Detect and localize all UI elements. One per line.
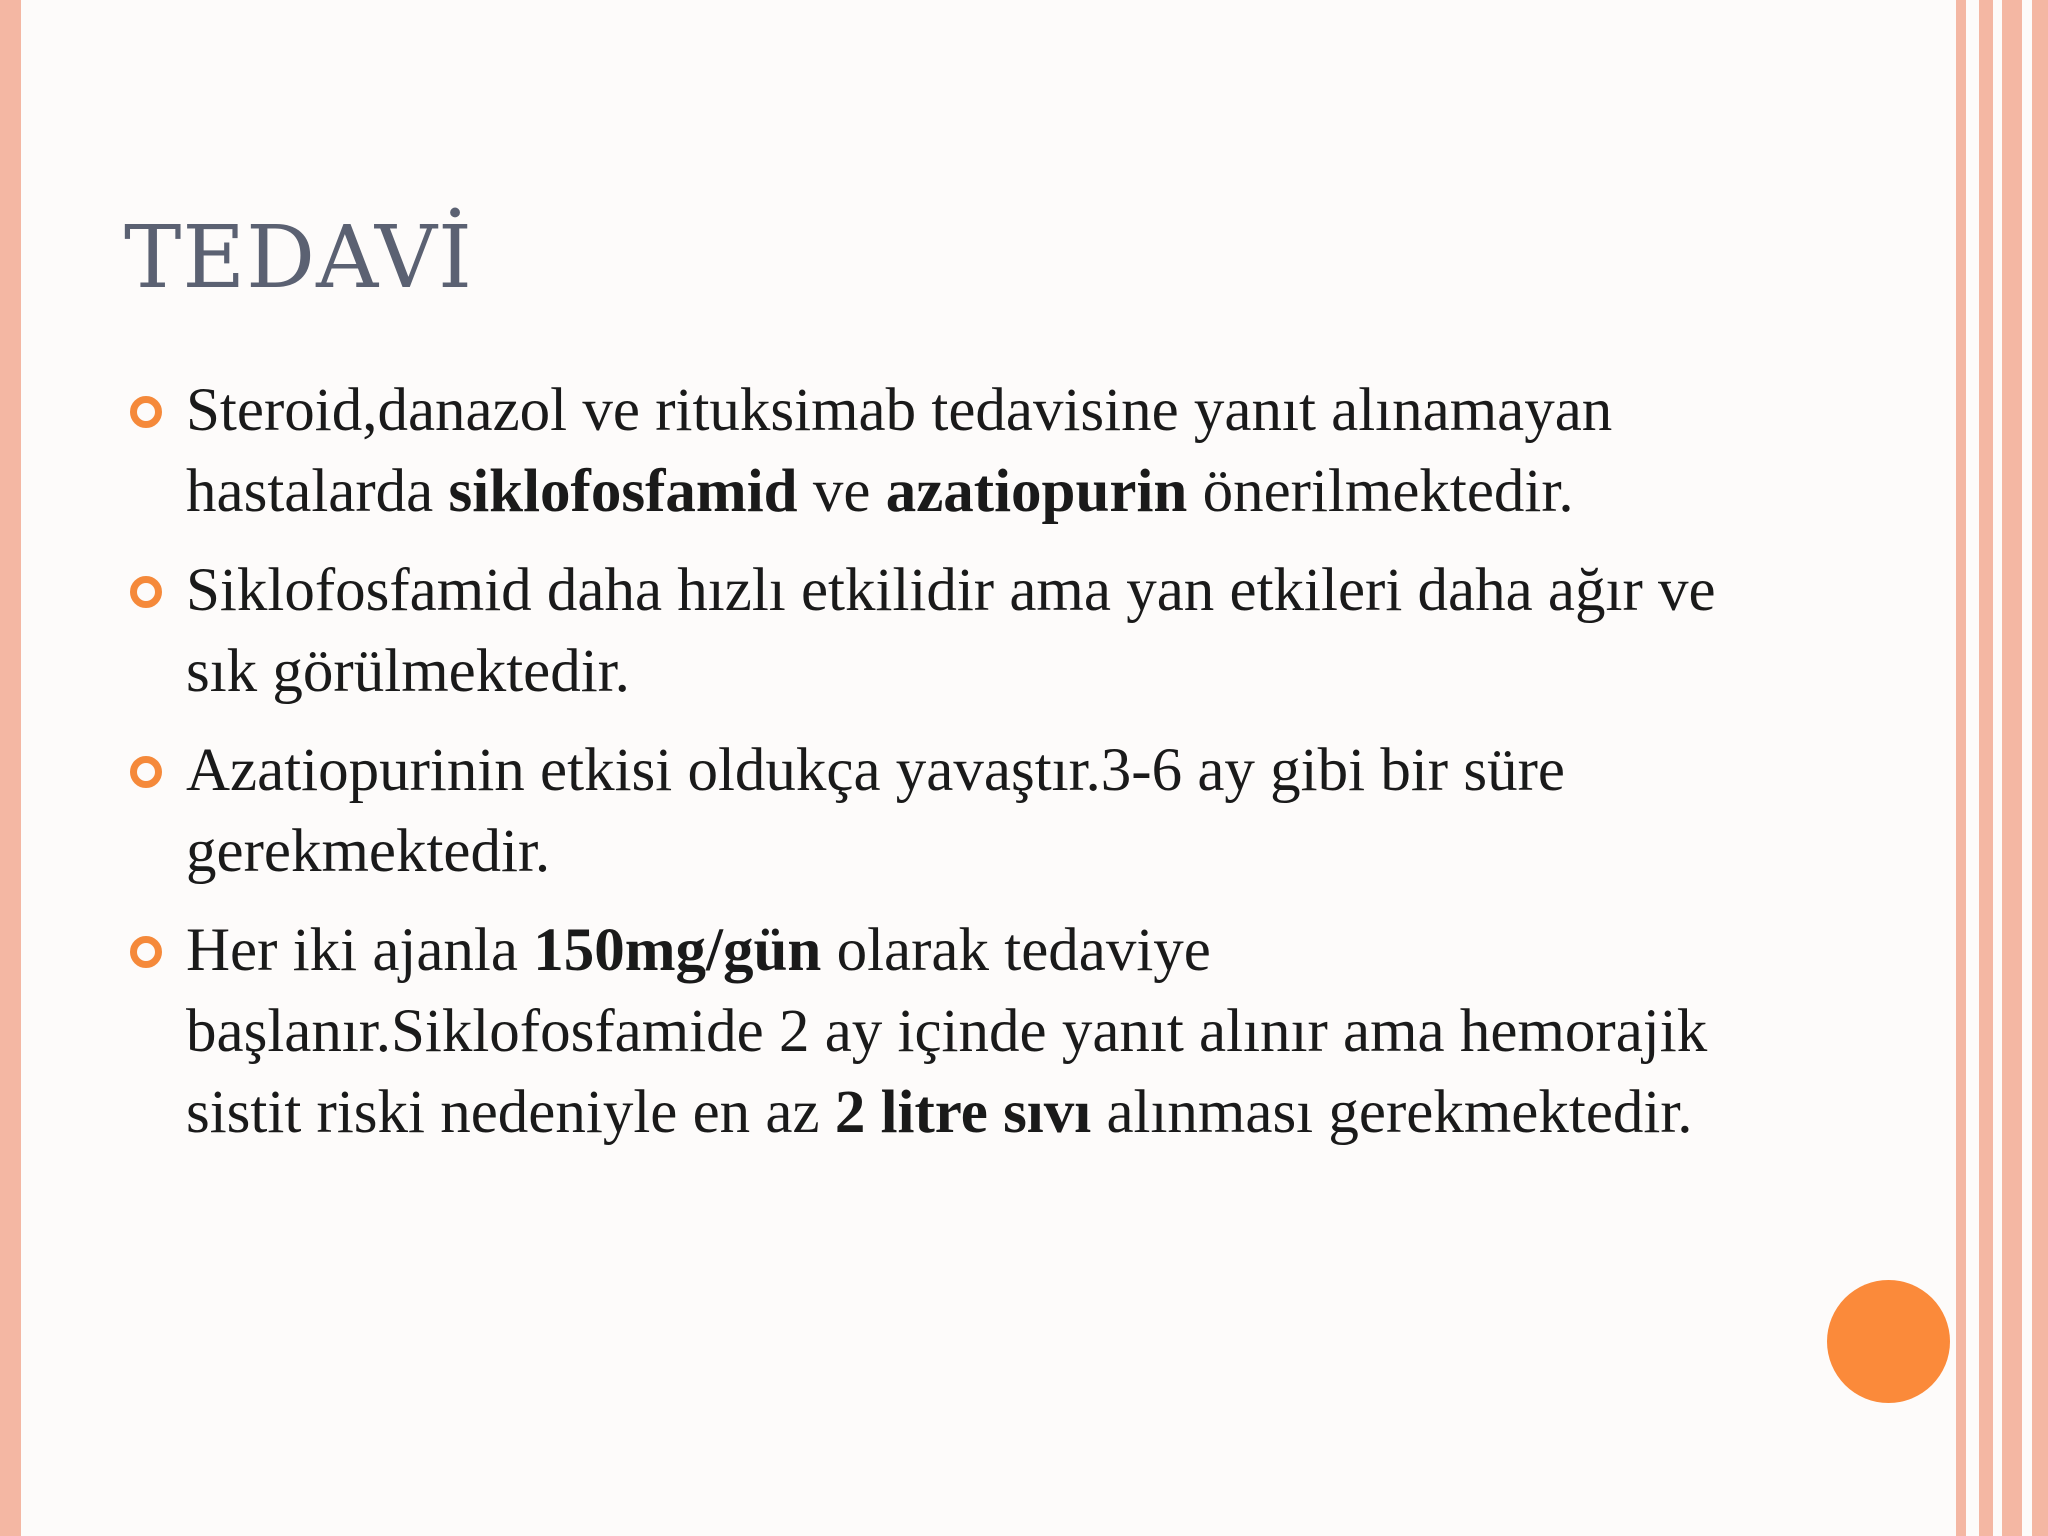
decorative-orange-circle — [1827, 1280, 1950, 1403]
bullet-ring-icon — [130, 396, 162, 428]
right-border-stripe — [2032, 0, 2048, 1536]
bullet-item — [124, 550, 1764, 712]
bullet-text: önerilmektedir. — [1187, 458, 1574, 525]
bullet-bold-text: siklofosfamid — [448, 458, 798, 525]
slide-title: TEDAVİ — [124, 208, 473, 308]
bullet-bold-text: 150mg/gün — [533, 917, 822, 984]
bullet-bold-text: azatiopurin — [885, 458, 1188, 525]
bullet-ring-icon — [130, 756, 162, 788]
bullet-ring-icon — [130, 576, 162, 608]
right-border-stripe — [1956, 0, 1966, 1536]
bullet-text: Her iki ajanla — [186, 917, 534, 984]
bullet-item — [124, 910, 1764, 1153]
bullet-list — [124, 370, 1764, 1171]
bullet-bold-text: 2 litre sıvı — [834, 1079, 1092, 1146]
bullet-item — [124, 730, 1764, 892]
bullet-text: Siklofosfamid daha hızlı etkilidir ama yan etkileri daha ağır ve sık görülmektedir. — [186, 557, 1716, 705]
bullet-item — [124, 370, 1764, 532]
bullet-text: ve — [797, 458, 886, 525]
bullet-ring-icon — [130, 936, 162, 968]
right-border-stripe — [2002, 0, 2022, 1536]
bullet-text: Azatiopurinin etkisi oldukça yavaştır.3-6 ay gibi bir süre gerekmektedir. — [186, 737, 1565, 885]
left-border-stripe — [0, 0, 21, 1536]
right-border-stripe — [1979, 0, 1993, 1536]
bullet-text: olarak tedaviye başlanır.Siklofosfamide 2 ay içinde yanıt alınır ama hemorajik sistit riski nedeniyle en az — [186, 917, 1708, 1146]
bullet-text: alınması gerekmektedir. — [1091, 1079, 1693, 1146]
bullet-text: Steroid,danazol ve rituksimab tedavisine yanıt alınamayan hastalarda — [186, 377, 1613, 525]
